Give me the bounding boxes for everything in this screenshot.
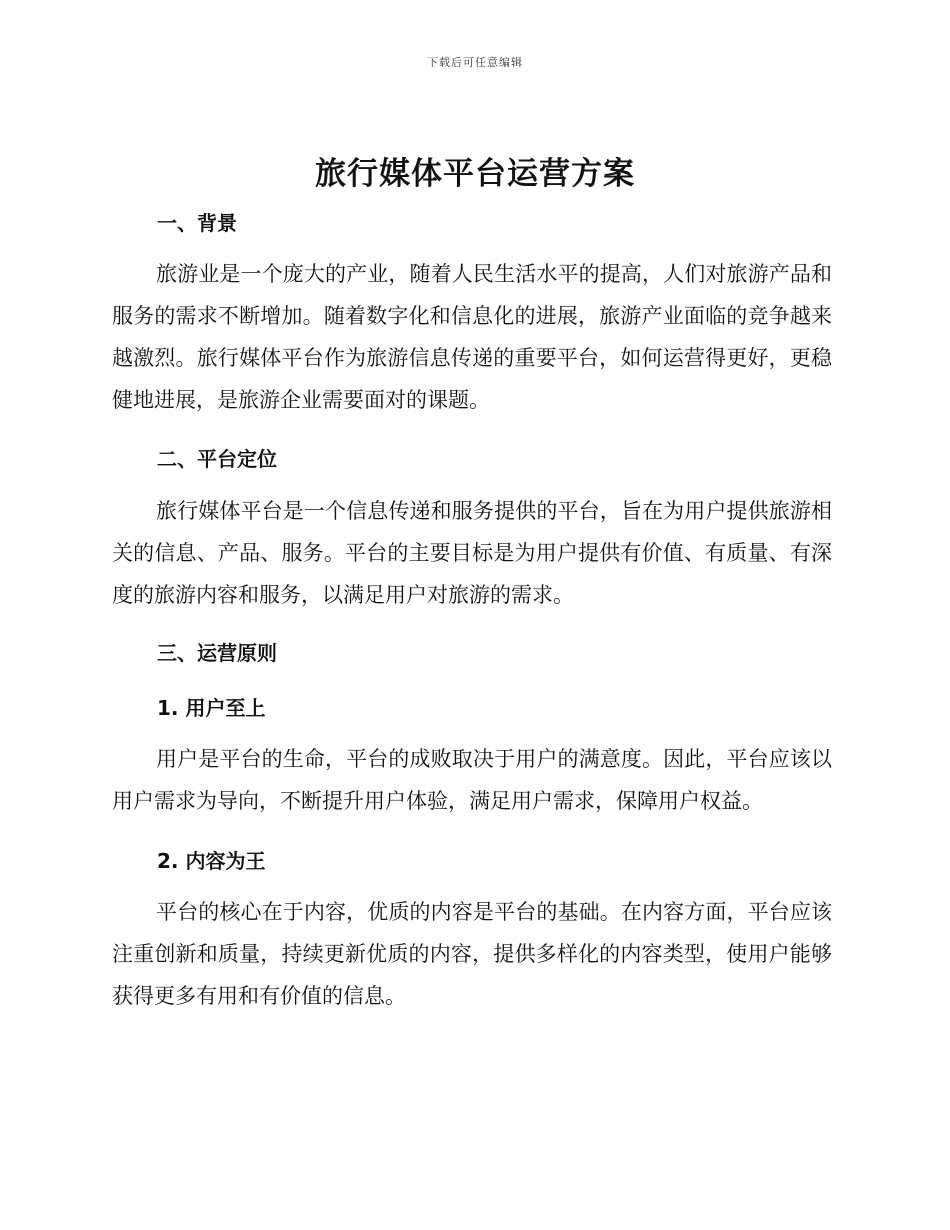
page-title: 旅行媒体平台运营方案 <box>315 156 635 192</box>
section-paragraph-positioning: 旅行媒体平台是一个信息传递和服务提供的平台，旨在为用户提供旅游相关的信息、产品、服务。平台的主要目标是为用户提供有价值、有质量、有深度的旅游内容和服务，以满足用户对旅游的需求。 <box>112 499 832 607</box>
section-paragraph-background: 旅游业是一个庞大的产业，随着人民生活水平的提高，人们对旅游产品和服务的需求不断增加。随着数字化和信息化的进展，旅游产业面临的竞争越来越激烈。旅行媒体平台作为旅游信息传递的重要平台，如何运营得更好，更稳健地进展，是旅游企业需要面对的课题。 <box>112 262 832 412</box>
section-heading-positioning: 二、平台定位 <box>157 447 277 471</box>
subsection-paragraph-user-first: 用户是平台的生命，平台的成败取决于用户的满意度。因此，平台应该以用户需求为导向，不断提升用户体验，满足用户需求，保障用户权益。 <box>112 747 832 813</box>
header-note: 下载后可任意编辑 <box>427 56 523 69</box>
subsection-heading-user-first: 1. 用户至上 <box>157 696 266 720</box>
subsection-paragraph-content-king: 平台的核心在于内容，优质的内容是平台的基础。在内容方面，平台应该注重创新和质量，持续更新优质的内容，提供多样化的内容类型，使用户能够获得更多有用和有价值的信息。 <box>112 900 832 1008</box>
section-heading-background: 一、背景 <box>157 211 237 235</box>
section-heading-principles: 三、运营原则 <box>157 641 277 665</box>
subsection-heading-content-king: 2. 内容为王 <box>157 849 266 873</box>
